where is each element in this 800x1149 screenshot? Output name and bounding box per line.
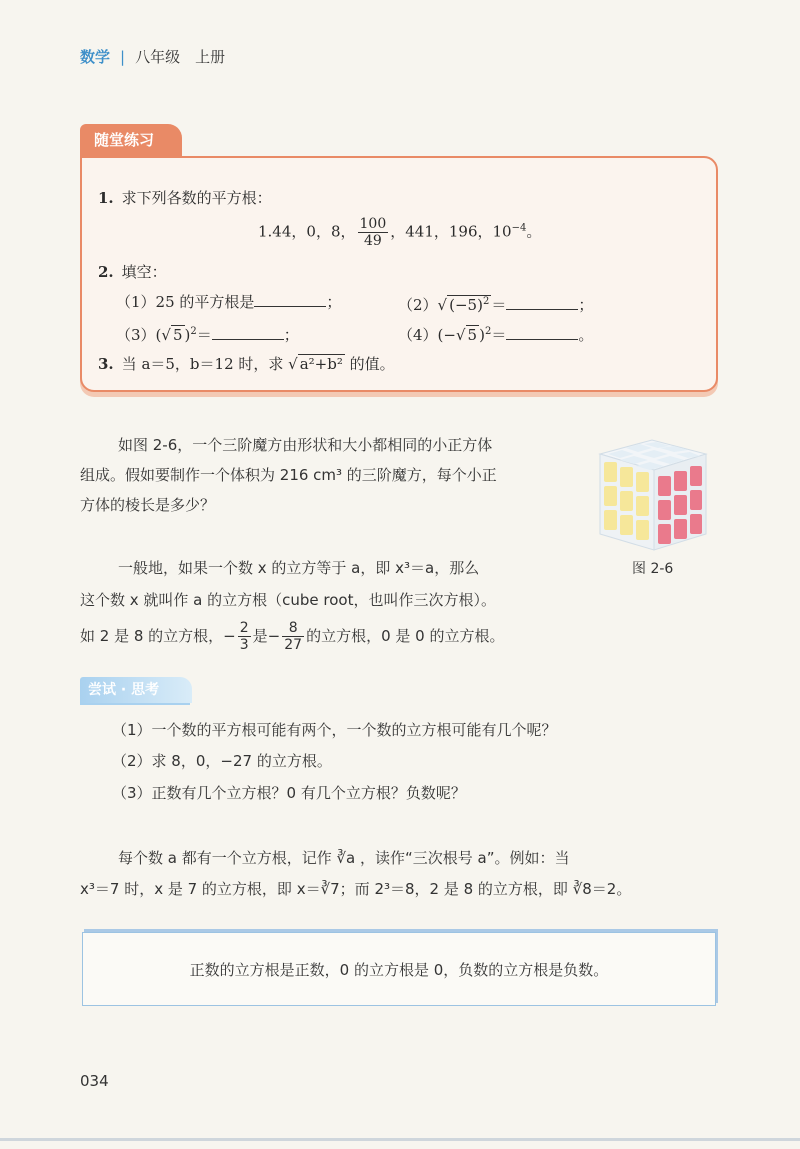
conclusion-box bbox=[82, 932, 716, 1006]
question-2-number: 2. bbox=[98, 263, 114, 281]
values-part-b: ，441，196，10 bbox=[390, 222, 512, 241]
radicand-q3: a²+b² bbox=[299, 355, 343, 373]
fill-in-2-end: ； bbox=[578, 296, 594, 314]
fill-in-3-label: （3）( bbox=[116, 326, 162, 344]
answer-blank-2[interactable] bbox=[506, 295, 578, 310]
subject-label: 数学 bbox=[80, 48, 111, 66]
intro-line-2: 组成。假如要制作一个体积为 216 cm³ 的三阶魔方，每个小正 bbox=[80, 466, 497, 484]
definition-line-2: 这个数 x 就叫作 a 的立方根（cube root，也叫作三次方根）。 bbox=[80, 591, 496, 609]
try-item-2: （2）求 8，0，−27 的立方根。 bbox=[112, 752, 332, 770]
question-1-number: 1. bbox=[98, 189, 114, 207]
try-think-tab: 尝试 · 思考 bbox=[80, 677, 192, 703]
question-3: 3. 当 a＝5，b＝12 时，求 √ a²+b² 的值。 bbox=[98, 355, 395, 373]
frac-1-numerator: 2 bbox=[239, 620, 249, 636]
answer-blank-1[interactable] bbox=[254, 292, 326, 307]
eq-4: ＝ bbox=[491, 326, 507, 344]
frac-denominator: 49 bbox=[363, 233, 382, 249]
radicand-3: 5 bbox=[172, 326, 183, 344]
rubiks-cube-icon bbox=[594, 436, 712, 554]
frac-2-numerator: 8 bbox=[282, 620, 304, 637]
answer-blank-3[interactable] bbox=[212, 325, 284, 340]
definition-line-3-c: 的立方根，0 是 0 的立方根。 bbox=[306, 627, 505, 645]
fill-in-1-end: ； bbox=[326, 293, 342, 311]
figure-caption: 图 2-6 bbox=[632, 561, 674, 577]
page-number: 034 bbox=[80, 1072, 109, 1090]
fraction-8-27 bbox=[282, 620, 304, 653]
fraction-2-3 bbox=[238, 620, 251, 653]
frac-1-denominator: 3 bbox=[239, 637, 249, 653]
exp-2: 2 bbox=[482, 296, 490, 307]
try-item-1: （1）一个数的平方根可能有两个，一个数的立方根可能有几个呢？ bbox=[112, 721, 557, 739]
fill-in-1-text: （1）25 的平方根是 bbox=[116, 293, 255, 311]
question-1-values bbox=[258, 216, 541, 249]
radicand-2: (−5) bbox=[449, 296, 483, 314]
question-2-text: 填空： bbox=[121, 263, 167, 281]
fill-in-3: （3）(√ 5 )$^2$＝ ； bbox=[116, 326, 299, 344]
eq-2: ＝ bbox=[491, 296, 507, 314]
bottom-rule bbox=[0, 1138, 800, 1141]
frac-2-denominator: 27 bbox=[284, 637, 303, 653]
grade-label: 八年级 上册 bbox=[135, 48, 226, 66]
header-separator: | bbox=[120, 48, 126, 66]
conclusion-text: 正数的立方根是正数，0 的立方根是 0，负数的立方根是负数。 bbox=[189, 961, 609, 979]
question-3-text-b: 的值。 bbox=[349, 355, 395, 373]
question-3-number: 3. bbox=[98, 355, 114, 373]
exp-3: 2 bbox=[190, 326, 197, 337]
intro-line-1: 如图 2-6，一个三阶魔方由形状和大小都相同的小正方体 bbox=[118, 436, 493, 454]
try-think-underline bbox=[80, 703, 190, 705]
values-end: 。 bbox=[526, 222, 542, 241]
question-3-text-a: 当 a＝5，b＝12 时，求 bbox=[121, 355, 284, 373]
definition-line-1: 一般地，如果一个数 x 的立方等于 a，即 x³＝a，那么 bbox=[118, 559, 480, 577]
definition-line-3-b: 是− bbox=[252, 627, 281, 645]
question-1 bbox=[98, 188, 272, 208]
values-part-a: 1.44，0，8， bbox=[258, 222, 356, 241]
radicand-4: 5 bbox=[467, 326, 478, 344]
fill-in-4-end: 。 bbox=[578, 326, 594, 344]
fill-in-1 bbox=[116, 292, 341, 312]
notation-line-1: 每个数 a 都有一个立方根，记作 ∛a ，读作“三次根号 a”。例如：当 bbox=[118, 849, 570, 867]
answer-blank-4[interactable] bbox=[506, 325, 578, 340]
definition-line-3 bbox=[80, 620, 504, 653]
page-header bbox=[80, 46, 225, 67]
practice-tab: 随堂练习 bbox=[80, 124, 182, 156]
fill-in-3-end: ； bbox=[283, 326, 299, 344]
try-item-3: （3）正数有几个立方根？0 有几个立方根？负数呢？ bbox=[112, 784, 466, 802]
fraction-100-49 bbox=[358, 216, 389, 249]
notation-line-2: x³＝7 时，x 是 7 的立方根，即 x＝∛7；而 2³＝8，2 是 8 的立方根，即 ∛8＝2。 bbox=[80, 880, 632, 898]
fill-in-4: （4）(−√ 5 )$^2$＝ 。 bbox=[398, 326, 594, 344]
fill-in-2: （2）√ $(-5)^2$ ＝ ； bbox=[398, 296, 594, 314]
definition-line-3-a: 如 2 是 8 的立方根，− bbox=[80, 627, 236, 645]
practice-box bbox=[80, 156, 718, 392]
close-3: ) bbox=[184, 326, 191, 344]
fill-in-4-label: （4）(− bbox=[398, 326, 456, 344]
sqrt-expr-2 bbox=[447, 295, 491, 314]
eq-3: ＝ bbox=[196, 326, 212, 344]
fill-in-2-label: （2） bbox=[398, 296, 438, 314]
exp-4: 2 bbox=[484, 326, 492, 337]
frac-numerator: 100 bbox=[359, 216, 387, 232]
question-2 bbox=[98, 262, 167, 282]
question-1-text: 求下列各数的平方根： bbox=[121, 189, 272, 207]
exponent: −4 bbox=[511, 222, 527, 234]
close-4: ) bbox=[479, 326, 485, 344]
intro-line-3: 方体的棱长是多少？ bbox=[80, 496, 216, 514]
